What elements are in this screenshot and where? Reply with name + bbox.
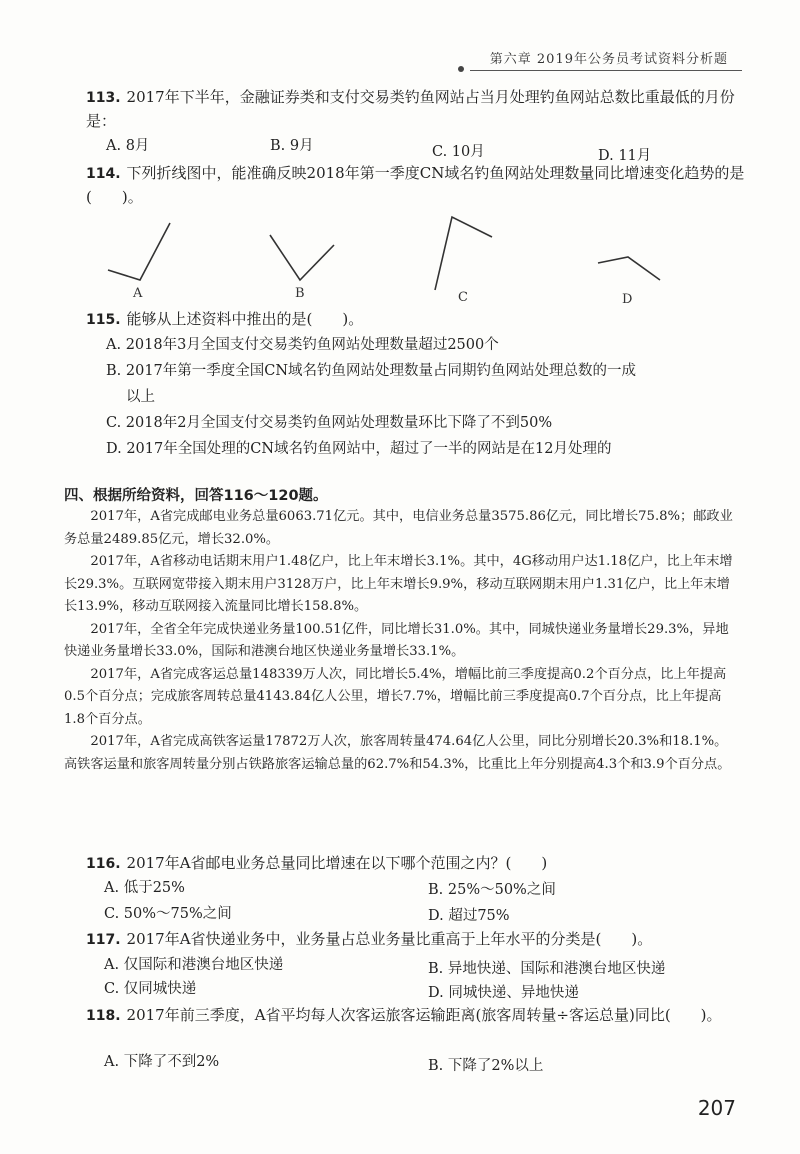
option-116-d: D. 超过75% <box>428 908 510 924</box>
option-116-c: C. 50%～75%之间 <box>104 906 232 922</box>
question-number: 116. <box>86 856 121 872</box>
option-117-d: D. 同城快递、异地快递 <box>428 985 579 1001</box>
option-118-b: B. 下降了2%以上 <box>428 1058 544 1074</box>
line-graph-a <box>108 223 170 280</box>
option-115-b-cont: 以上 <box>126 389 155 405</box>
question-stem: 2017年A省邮电业务总量同比增速在以下哪个范围之内？( ) <box>126 854 548 872</box>
question-118 <box>86 1004 746 1028</box>
option-115-d: D. 2017年全国处理的CN域名钓鱼网站中，超过了一半的网站是在12月处理的 <box>106 441 612 457</box>
question-stem: 下列折线图中，能准确反映2018年第一季度CN域名钓鱼网站处理数量同比增速变化趋势的是( )。 <box>86 164 745 206</box>
option-116-b: B. 25%～50%之间 <box>428 882 556 898</box>
passage-paragraph-1: 2017年，A省完成邮电业务总量6063.71亿元。其中，电信业务总量3575.86亿元，同比增长75.8%；邮政业务总量2489.85亿元，增长32.0%。 <box>64 509 733 547</box>
reading-passage <box>64 506 736 776</box>
chart-label-a: A <box>133 286 143 301</box>
option-113-c: C. 10月 <box>432 144 485 160</box>
option-113-d: D. 11月 <box>598 148 652 164</box>
line-graph-d <box>598 257 660 280</box>
chart-label-d: D <box>622 292 633 307</box>
question-stem: 能够从上述资料中推出的是( )。 <box>126 310 364 328</box>
question-number: 115. <box>86 312 121 328</box>
question-113 <box>86 86 746 133</box>
option-117-a: A. 仅国际和港澳台地区快递 <box>104 957 284 973</box>
header-text: 第六章 2019年公务员考试资料分析题 <box>489 52 728 67</box>
question-number: 114. <box>86 166 121 182</box>
option-117-c: C. 仅同城快递 <box>104 981 197 997</box>
line-graph-c <box>435 217 492 290</box>
question-116 <box>86 852 746 876</box>
question-number: 117. <box>86 932 121 948</box>
section-title: 四、根据所给资料，回答116～120题。 <box>64 488 328 504</box>
option-115-a: A. 2018年3月全国支付交易类钓鱼网站处理数量超过2500个 <box>106 337 499 353</box>
option-117-b: B. 异地快递、国际和港澳台地区快递 <box>428 961 666 977</box>
line-chart-options <box>100 205 680 310</box>
question-stem: 2017年A省快递业务中，业务量占总业务量比重高于上年水平的分类是( )。 <box>126 930 653 948</box>
question-number: 118. <box>86 1008 121 1024</box>
option-113-a: A. 8月 <box>106 138 150 154</box>
question-stem: 2017年前三季度，A省平均每人次客运旅客运输距离(旅客周转量÷客运总量)同比( )。 <box>126 1006 722 1024</box>
option-118-a: A. 下降了不到2% <box>104 1054 220 1070</box>
question-115 <box>86 308 746 332</box>
option-116-a: A. 低于25% <box>104 880 185 896</box>
question-114 <box>86 162 746 209</box>
passage-paragraph-5: 2017年，A省完成高铁客运量17872万人次，旅客周转量474.64亿人公里，同比分别增长20.3%和18.1%。高铁客运量和旅客周转量分别占铁路旅客运输总量的62.7%和54.3%，比重比上年分别提高4.3个和3.9个百分点。 <box>64 734 731 772</box>
option-113-b: B. 9月 <box>270 138 314 154</box>
option-115-b: B. 2017年第一季度全国CN域名钓鱼网站处理数量占同期钓鱼网站处理总数的一成 <box>106 363 637 379</box>
question-117 <box>86 928 746 952</box>
passage-paragraph-3: 2017年，全省全年完成快递业务量100.51亿件，同比增长31.0%。其中，同城快递业务量增长29.3%，异地快递业务量增长33.0%，国际和港澳台地区快递业务量增长33.1%。 <box>64 621 729 659</box>
option-115-c: C. 2018年2月全国支付交易类钓鱼网站处理数量环比下降了不到50% <box>106 415 553 431</box>
header-bullet <box>458 66 464 72</box>
chart-label-b: B <box>295 286 305 301</box>
page-number: 207 <box>697 1096 736 1120</box>
question-stem: 2017年下半年，金融证券类和支付交易类钓鱼网站占当月处理钓鱼网站总数比重最低的月份是： <box>86 88 735 130</box>
chart-label-c: C <box>458 290 468 305</box>
line-graph-b <box>270 235 334 280</box>
passage-paragraph-2: 2017年，A省移动电话期末用户1.48亿户，比上年末增长3.1%。其中，4G移动用户达1.18亿户，比上年末增长29.3%。互联网宽带接入期末用户3128万户，比上年末增长9.9%，移动互联网期末用户1.31亿户，比上年末增长13.9%，移动互联网接入流量同比增长158.8%。 <box>64 554 733 614</box>
header-rule <box>470 70 742 71</box>
passage-paragraph-4: 2017年，A省完成客运总量148339万人次，同比增长5.4%，增幅比前三季度提高0.2个百分点，比上年提高0.5个百分点；完成旅客周转总量4143.84亿人公里，增长7.7%，增幅比前三季度提高0.7个百分点，比上年提高1.8个百分点。 <box>64 666 727 727</box>
question-number: 113. <box>86 90 121 106</box>
